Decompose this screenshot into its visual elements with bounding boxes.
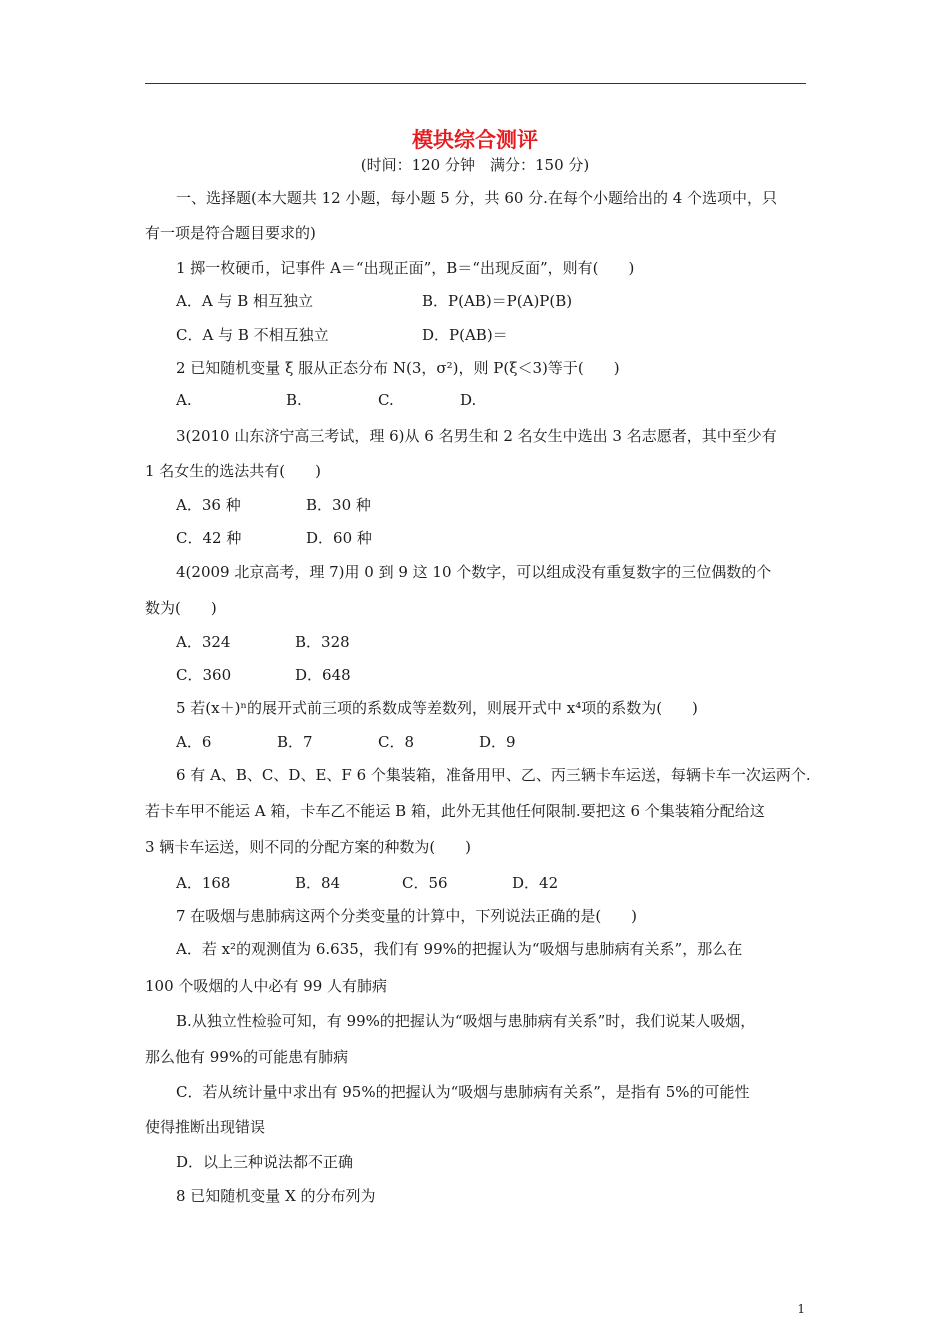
option-6d: D．42 (512, 874, 559, 892)
option-2c: C. (378, 391, 394, 409)
question-6-cont-2: 3 辆卡车运送，则不同的分配方案的种数为( ) (145, 838, 472, 856)
option-1c: C．A 与 B 不相互独立 (176, 326, 329, 344)
question-5: 5 若(x＋)ⁿ的展开式前三项的系数成等差数列，则展开式中 x⁴项的系数为( ) (176, 699, 698, 717)
option-4d: D．648 (295, 666, 351, 684)
option-2d: D. (460, 391, 477, 409)
page-title: 模块综合测评 (412, 128, 538, 152)
option-6a: A．168 (176, 874, 231, 892)
option-7d: D．以上三种说法都不正确 (176, 1153, 354, 1171)
option-2b: B. (286, 391, 302, 409)
option-5a: A．6 (176, 733, 212, 751)
question-3-cont: 1 名女生的选法共有( ) (145, 462, 322, 480)
question-6-cont-1: 若卡车甲不能运 A 箱，卡车乙不能运 B 箱，此外无其他任何限制.要把这 6 个集装箱分配给这 (145, 802, 765, 820)
header-rule (145, 83, 806, 84)
option-6b: B．84 (295, 874, 341, 892)
option-4c: C．360 (176, 666, 232, 684)
question-7: 7 在吸烟与患肺病这两个分类变量的计算中，下列说法正确的是( ) (176, 907, 638, 925)
option-7c: C．若从统计量中求出有 95%的把握认为“吸烟与患肺病有关系”，是指有 5%的可能性 (176, 1083, 750, 1101)
question-2: 2 已知随机变量 ξ 服从正态分布 N(3，σ²)，则 P(ξ＜3)等于( ) (176, 359, 620, 377)
option-4a: A．324 (176, 633, 231, 651)
question-1: 1 掷一枚硬币，记事件 A＝“出现正面”，B＝“出现反面”，则有( ) (176, 259, 635, 277)
question-6: 6 有 A、B、C、D、E、F 6 个集装箱，准备用甲、乙、丙三辆卡车运送，每辆卡车一次运两个. (176, 766, 811, 784)
option-7a-cont: 100 个吸烟的人中必有 99 人有肺病 (145, 977, 388, 995)
option-1a: A．A 与 B 相互独立 (176, 292, 313, 310)
page-number: 1 (797, 1302, 805, 1316)
option-7b-cont: 那么他有 99%的可能患有肺病 (145, 1048, 349, 1066)
question-4-cont: 数为( ) (145, 599, 217, 617)
option-3b: B．30 种 (306, 496, 371, 514)
option-2a: A. (176, 391, 192, 409)
option-7a: A．若 x²的观测值为 6.635，我们有 99%的把握认为“吸烟与患肺病有关系”，那么在 (176, 940, 743, 958)
option-7c-cont: 使得推断出现错误 (145, 1118, 266, 1136)
option-3d: D．60 种 (306, 529, 372, 547)
option-7b: B.从独立性检验可知，有 99%的把握认为“吸烟与患肺病有关系”时，我们说某人吸烟， (176, 1012, 756, 1030)
option-3a: A．36 种 (176, 496, 241, 514)
option-6c: C．56 (402, 874, 448, 892)
option-1b: B．P(AB)＝P(A)P(B) (422, 292, 573, 310)
section-heading-cont: 有一项是符合题目要求的) (145, 224, 316, 242)
option-3c: C．42 种 (176, 529, 242, 547)
section-heading: 一、选择题(本大题共 12 小题，每小题 5 分，共 60 分.在每个小题给出的 4 个选项中，只 (176, 189, 778, 207)
question-3: 3(2010 山东济宁高三考试，理 6)从 6 名男生和 2 名女生中选出 3 名志愿者，其中至少有 (176, 427, 777, 445)
option-4b: B．328 (295, 633, 350, 651)
option-5c: C．8 (378, 733, 415, 751)
exam-info: (时间：120 分钟 满分：150 分) (360, 156, 590, 174)
option-1d: D．P(AB)＝ (422, 326, 508, 344)
question-8: 8 已知随机变量 X 的分布列为 (176, 1187, 376, 1205)
question-4: 4(2009 北京高考，理 7)用 0 到 9 这 10 个数字，可以组成没有重复数字的三位偶数的个 (176, 563, 772, 581)
option-5d: D．9 (479, 733, 516, 751)
option-5b: B．7 (277, 733, 313, 751)
